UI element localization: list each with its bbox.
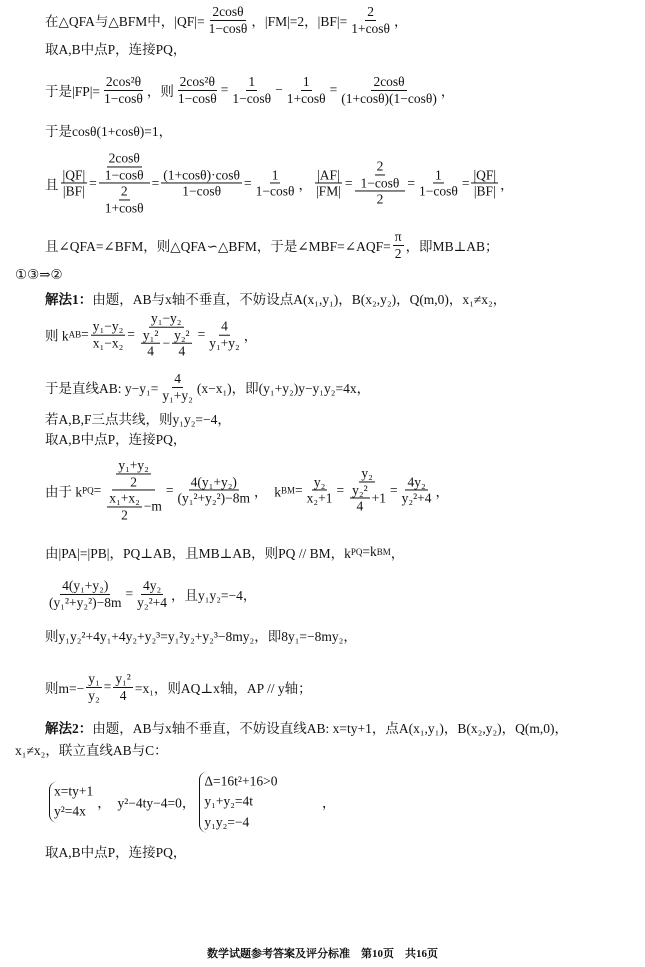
- math-text: (y₁²+y₂²)−8m: [49, 594, 122, 610]
- denominator: [145, 344, 156, 360]
- text-line: [45, 428, 186, 448]
- math-text: 1: [435, 166, 442, 182]
- text-line: [45, 408, 231, 428]
- math-text: 4y₂: [142, 577, 162, 593]
- math-text: 2: [120, 183, 128, 199]
- equation-system: [199, 772, 277, 833]
- numerator: [61, 167, 88, 184]
- math-text: 2: [130, 473, 137, 489]
- math-text: =: [103, 679, 112, 694]
- fraction: [61, 167, 88, 199]
- math-text: ，: [500, 177, 514, 192]
- text-line: [45, 578, 256, 610]
- text-line: [15, 739, 168, 759]
- numerator: [393, 229, 404, 246]
- math-text: 且∠QFA=∠BFM，则△QFA∽△BFM，于是∠MBF=∠AQF=: [45, 239, 391, 254]
- fraction: [102, 74, 145, 106]
- math-text: =: [336, 482, 345, 497]
- denominator: [375, 192, 386, 208]
- math-text: ，则: [146, 84, 174, 99]
- math-text: 2: [394, 245, 402, 261]
- fraction: [113, 671, 133, 703]
- math-text: −m: [143, 498, 162, 514]
- math-text: (1+cosθ)·cosθ: [163, 166, 241, 182]
- text-line: [45, 772, 335, 833]
- math-text: =: [220, 82, 229, 97]
- fraction: [103, 184, 146, 216]
- page-footer: 数学试题参考答案及评分标准 第10页 共16页: [207, 948, 438, 960]
- math-text: ，: [394, 14, 408, 29]
- numerator: [312, 474, 327, 491]
- numerator: [112, 457, 155, 490]
- denominator: [314, 184, 343, 200]
- numerator: [178, 74, 217, 91]
- math-text: 2: [121, 507, 128, 523]
- math-text: y₂²+4: [137, 594, 167, 610]
- text-line: [45, 74, 454, 106]
- math-text: 1−cosθ: [232, 90, 272, 106]
- denominator: [103, 167, 146, 183]
- math-text: 1−cosθ: [208, 20, 248, 36]
- numerator: [210, 4, 245, 21]
- numerator: [172, 327, 192, 344]
- fraction: [314, 167, 343, 199]
- numerator: [161, 167, 242, 184]
- math-text: π: [394, 228, 402, 244]
- math-text: 2cosθ: [212, 3, 244, 19]
- math-text: +1: [371, 490, 387, 506]
- denominator: [339, 91, 439, 107]
- fraction: [346, 466, 388, 515]
- numerator: [107, 150, 142, 167]
- text-line: [45, 38, 186, 58]
- math-text: 1−cosθ: [255, 183, 295, 199]
- denominator: [355, 499, 366, 515]
- denominator: [417, 184, 460, 200]
- math-text: =: [244, 175, 252, 190]
- denominator: [91, 335, 126, 351]
- denominator: [176, 91, 219, 107]
- fraction: [91, 319, 126, 351]
- math-text: =: [461, 175, 470, 190]
- denominator: [359, 175, 402, 191]
- system-row: y₁y₂=−4: [204, 814, 250, 830]
- numerator: [116, 457, 151, 474]
- math-text: 2cos²θ: [179, 73, 215, 89]
- math-text: 则y₁y₂²+4y₁+4y₂+y₂³=y₁²y₂+y₂³−8my₂，即8y₁=−8my₂，: [45, 629, 357, 644]
- math-text: 则m=−: [45, 681, 85, 696]
- math-text: x₁−x₂: [92, 335, 124, 351]
- math-text: =: [344, 175, 353, 190]
- system-row: Δ=16t²+16>0: [204, 773, 278, 789]
- numerator: [60, 578, 110, 595]
- math-text: y₁+y₂: [162, 387, 193, 403]
- denominator: [400, 491, 434, 507]
- text-line: [45, 457, 449, 522]
- math-text: 4: [178, 343, 186, 359]
- math-text: 4: [119, 687, 127, 703]
- fraction: [400, 474, 434, 506]
- math-text: ， k: [254, 484, 282, 499]
- math-text: 取A,B中点P，连接PQ，: [45, 432, 187, 447]
- subscript: PQ: [82, 485, 94, 495]
- math-text: 若A,B,F三点共线，则y₁y₂=−4，: [45, 412, 231, 427]
- math-text: =: [93, 482, 102, 497]
- text-line: [45, 311, 257, 360]
- fraction: [103, 457, 164, 522]
- denominator: [176, 491, 252, 507]
- text-line: [15, 267, 63, 283]
- math-text: 1: [248, 73, 256, 89]
- subscript: BM: [281, 485, 296, 495]
- denominator: [102, 91, 145, 107]
- fraction: [47, 578, 123, 610]
- numerator: [149, 311, 184, 328]
- math-text: ①③⇒②: [15, 267, 63, 282]
- math-text: 2: [376, 158, 384, 174]
- math-text: |BF|: [473, 183, 496, 199]
- math-text: |BF|: [62, 183, 85, 199]
- math-text: y₁+y₂: [118, 457, 149, 473]
- denominator: [119, 507, 130, 523]
- math-text: 4(y₁+y₂): [190, 473, 237, 489]
- numerator: [99, 150, 150, 183]
- math-text: x₁≠x₂，联立直线AB与C：: [15, 743, 168, 758]
- math-text: y₁−y₂: [92, 318, 124, 334]
- numerator: [471, 167, 498, 184]
- text-line: [45, 841, 186, 861]
- numerator: [141, 327, 161, 344]
- system-row: x=ty+1: [54, 783, 94, 799]
- math-text: −: [275, 82, 283, 97]
- fraction: [86, 671, 101, 703]
- math-text: y₁²: [142, 327, 159, 343]
- math-text: 4(y₁+y₂): [62, 577, 109, 593]
- math-text: (y₁²+y₂²)−8m: [177, 490, 251, 506]
- math-text: 由题，AB与x轴不垂直，不妨设直线AB: x=ty+1，点A(x₁,y₁)，B(x₂,y₂)，Q(m,0)，: [92, 721, 569, 736]
- math-text: =: [89, 175, 97, 190]
- fraction: [230, 74, 273, 106]
- math-text: 2: [367, 3, 374, 19]
- math-text: 2cosθ: [373, 73, 405, 89]
- subscript: BM: [376, 547, 391, 557]
- math-text: 1−cosθ: [104, 166, 144, 182]
- math-text: x₁+x₂: [109, 490, 140, 506]
- math-text: 1−cosθ: [182, 183, 222, 199]
- text-line: [45, 371, 370, 403]
- fraction: [99, 150, 150, 215]
- math-text: 取A,B中点P，连接PQ，: [45, 845, 187, 860]
- math-text: 1+cosθ: [286, 90, 326, 106]
- numerator: [113, 671, 133, 688]
- system-row: y₁+y₂=4t: [204, 793, 254, 809]
- numerator: [172, 371, 183, 388]
- numerator: [141, 578, 163, 595]
- math-text: y₂: [361, 465, 373, 481]
- math-text: 由题，AB与x轴不垂直，不妨设点A(x₁,y₁)，B(x₂,y₂)，Q(m,0)，x₁≠x₂，: [92, 292, 507, 307]
- denominator: [305, 491, 335, 507]
- text-line: [45, 625, 357, 645]
- solution-label: 解法1：: [45, 292, 93, 307]
- fraction: [176, 474, 252, 506]
- numerator: [350, 482, 370, 499]
- math-text: y₁²: [115, 670, 131, 686]
- numerator: [119, 184, 130, 201]
- fraction: [176, 74, 219, 106]
- denominator: [137, 327, 196, 359]
- math-text: 且: [45, 177, 59, 192]
- math-text: 取A,B中点P，连接PQ，: [45, 42, 187, 57]
- math-text: 1: [271, 166, 279, 182]
- text-line: [45, 229, 499, 261]
- math-text: 1+cosθ: [351, 20, 391, 36]
- denominator: [349, 21, 392, 37]
- fraction: [471, 167, 498, 199]
- math-text: 于是cosθ(1+cosθ)=1，: [45, 124, 173, 139]
- numerator: [189, 474, 239, 491]
- fraction: [417, 167, 460, 199]
- math-text: −: [162, 335, 171, 351]
- math-text: 于是|FP|=: [45, 84, 101, 99]
- math-text: =x₁，则AQ⊥x轴，AP // y轴；: [134, 681, 312, 696]
- denominator: [176, 344, 187, 360]
- denominator: [61, 184, 87, 200]
- math-text: ，: [298, 177, 312, 192]
- math-text: =: [127, 326, 135, 342]
- denominator: [118, 688, 129, 704]
- fraction: [285, 74, 328, 106]
- denominator: [180, 184, 223, 200]
- fraction: [116, 457, 151, 489]
- equation-system: [49, 782, 93, 823]
- fraction: [160, 371, 195, 403]
- math-text: y₂: [88, 687, 100, 703]
- math-text: =: [197, 326, 206, 342]
- fraction: [305, 474, 335, 506]
- text-line: [45, 150, 514, 215]
- fraction: [339, 74, 439, 106]
- solution-label: 解法2：: [45, 721, 93, 736]
- math-text: =: [390, 482, 398, 497]
- denominator: [393, 246, 404, 262]
- math-text: 1−cosθ: [360, 175, 400, 191]
- fraction: [207, 319, 242, 351]
- denominator: [103, 491, 164, 523]
- fraction: [161, 167, 242, 199]
- math-text: (1+cosθ)(1−cosθ): [341, 90, 437, 106]
- numerator: [359, 466, 374, 483]
- math-text: y₂²: [352, 482, 368, 498]
- math-text: 2cosθ: [108, 150, 140, 166]
- math-text: |FM|: [315, 183, 341, 199]
- math-text: =k: [362, 544, 377, 559]
- fraction: [355, 159, 406, 208]
- math-text: ，: [281, 796, 336, 811]
- math-text: 4: [174, 370, 181, 386]
- denominator: [472, 184, 498, 200]
- numerator: [315, 167, 342, 184]
- math-text: 4y₂: [407, 473, 426, 489]
- math-text: =: [407, 175, 415, 190]
- numerator: [107, 491, 142, 508]
- math-text: =: [151, 175, 160, 190]
- numerator: [246, 74, 257, 91]
- math-text: 2cos²θ: [105, 73, 142, 89]
- math-text: y₁+y₂: [209, 335, 240, 351]
- fraction: [349, 4, 392, 36]
- subscript: PQ: [350, 547, 363, 557]
- denominator: [86, 688, 101, 704]
- denominator: [128, 474, 139, 490]
- numerator: [219, 319, 230, 336]
- text-line: [45, 717, 568, 737]
- math-text: |AF|: [317, 166, 340, 182]
- math-text: |QF|: [62, 166, 86, 182]
- numerator: [371, 74, 406, 91]
- text-line: [45, 288, 506, 308]
- math-text: ，即MB⊥AB；: [405, 239, 499, 254]
- math-text: 1−cosθ: [418, 183, 458, 199]
- text-line: [45, 671, 312, 703]
- math-text: 由于 k: [45, 484, 83, 499]
- math-text: 1−cosθ: [177, 90, 217, 106]
- denominator: [103, 200, 146, 216]
- fraction: [172, 327, 192, 359]
- fraction: [350, 482, 370, 514]
- math-text: y₂²+4: [401, 490, 432, 506]
- denominator: [135, 595, 169, 611]
- denominator: [285, 91, 328, 107]
- math-text: 2: [376, 191, 384, 207]
- math-text: =: [295, 482, 303, 497]
- math-text: y₁: [88, 670, 100, 686]
- math-text: y₁−y₂: [150, 310, 182, 326]
- math-text: 1−cosθ: [104, 90, 143, 106]
- math-text: x₂+1: [306, 490, 333, 506]
- fraction: [359, 159, 402, 191]
- math-text: ，: [435, 484, 450, 499]
- numerator: [86, 671, 101, 688]
- math-text: 由|PA|=|PB|，PQ⊥AB，且MB⊥AB，则PQ // BM，k: [45, 546, 351, 561]
- math-text: 4: [147, 343, 155, 359]
- numerator: [365, 4, 376, 21]
- numerator: [355, 159, 406, 192]
- math-text: =: [329, 82, 338, 97]
- fraction: [254, 167, 297, 199]
- math-text: ，: [243, 328, 258, 344]
- math-text: 4: [356, 498, 364, 514]
- denominator: [47, 595, 123, 611]
- system-row: y²=4x: [54, 804, 86, 819]
- math-text: |QF|: [473, 166, 497, 182]
- math-text: ，: [440, 84, 455, 99]
- fraction: [141, 327, 161, 359]
- numerator: [375, 159, 386, 176]
- numerator: [433, 167, 444, 184]
- math-text: 于是直线AB: y−y₁=: [45, 381, 159, 396]
- numerator: [405, 474, 427, 491]
- denominator: [230, 91, 273, 107]
- denominator: [254, 184, 297, 200]
- subscript: AB: [68, 329, 82, 340]
- math-text: ，|FM|=2，|BF|=: [251, 14, 348, 29]
- math-text: =: [125, 586, 134, 601]
- text-line: [45, 120, 172, 140]
- math-text: y₂: [313, 473, 326, 489]
- math-text: 在△QFA与△BFM中，|QF|=: [45, 14, 205, 29]
- math-text: =: [81, 326, 89, 342]
- math-text: =: [165, 482, 174, 497]
- denominator: [346, 482, 388, 514]
- denominator: [99, 184, 150, 216]
- numerator: [91, 319, 126, 336]
- text-line: [45, 4, 408, 36]
- numerator: [104, 74, 143, 91]
- math-text: 1+cosθ: [104, 200, 144, 216]
- fraction: [135, 578, 169, 610]
- fraction: [103, 150, 146, 182]
- math-text: 1: [302, 73, 310, 89]
- numerator: [270, 167, 281, 184]
- math-text: 则 k: [45, 328, 69, 344]
- fraction: [207, 4, 250, 36]
- denominator: [207, 335, 242, 351]
- denominator: [160, 388, 195, 404]
- fraction: [393, 229, 404, 261]
- numerator: [301, 74, 312, 91]
- math-text: 4: [221, 318, 228, 334]
- math-text: ， y²−4ty−4=0，: [97, 796, 196, 811]
- math-text: ，: [390, 546, 405, 561]
- fraction: [137, 311, 196, 360]
- text-line: [45, 542, 404, 562]
- denominator: [207, 21, 250, 37]
- math-text: ，且y₁y₂=−4，: [170, 588, 257, 603]
- fraction: [107, 491, 142, 523]
- math-text: y₂²: [174, 327, 190, 343]
- math-text: (x−x₁)，即(y₁+y₂)y−y₁y₂=4x，: [196, 381, 371, 396]
